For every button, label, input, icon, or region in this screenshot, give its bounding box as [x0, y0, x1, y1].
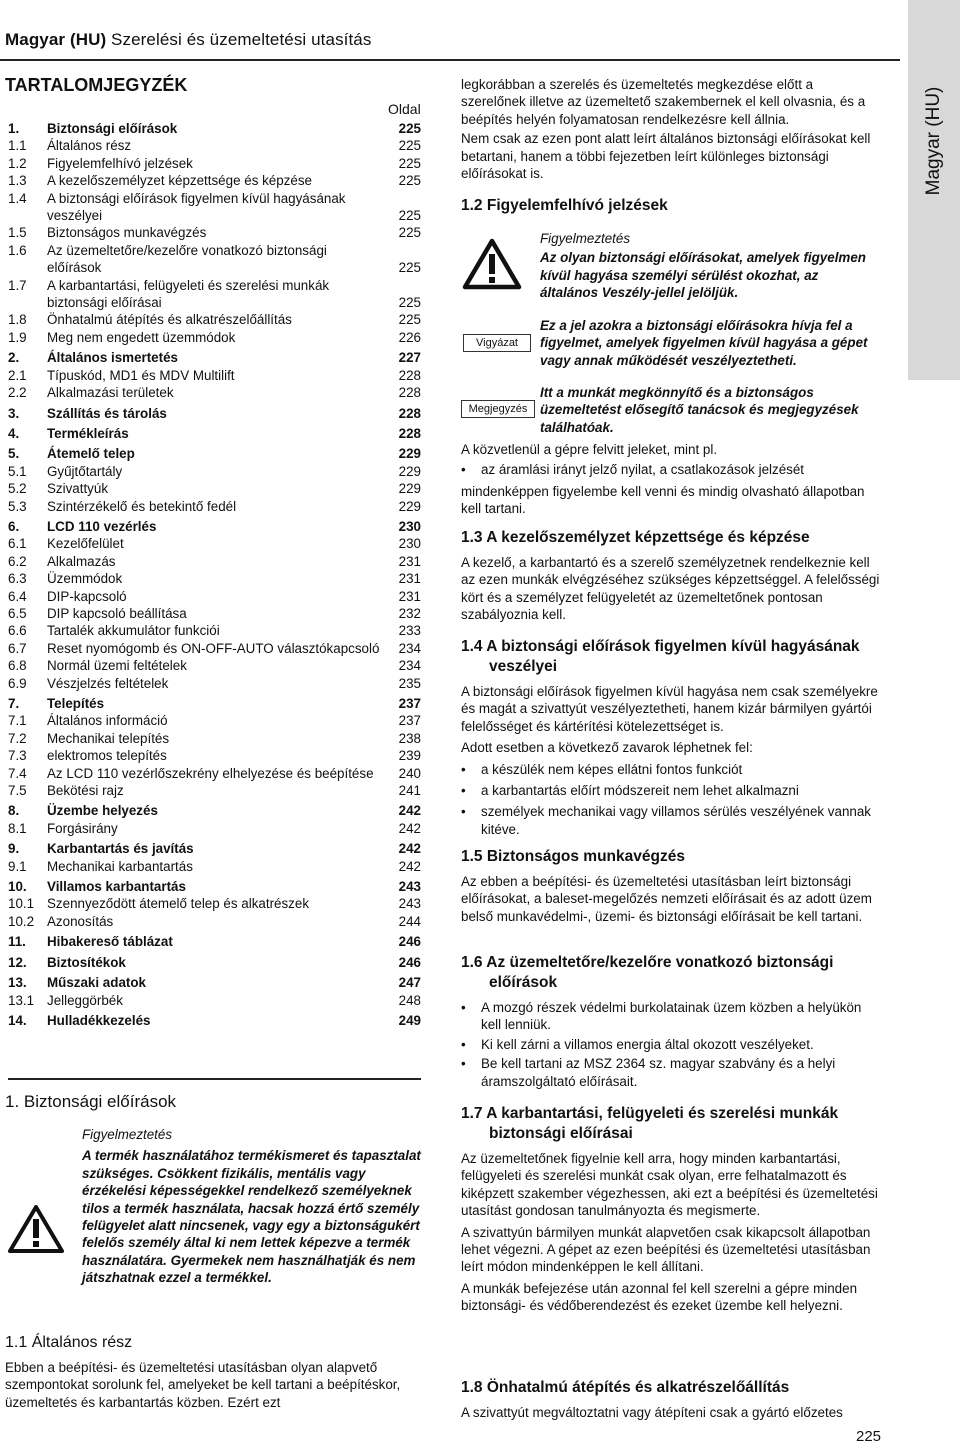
toc-title: Gyűjtőtartály — [47, 463, 123, 479]
toc-page: 232 — [398, 605, 421, 621]
toc-number: 7. — [8, 696, 20, 711]
toc-title: Alkalmazási területek — [47, 385, 174, 401]
paragraph: A közvetlenül a gépre felvitt jeleket, mint pl. — [461, 442, 718, 457]
toc-row — [8, 765, 421, 782]
section-1-2 — [461, 196, 881, 216]
table-of-contents — [8, 120, 421, 1029]
toc-title: Biztosítékok — [47, 954, 126, 970]
section-1-5 — [461, 847, 881, 925]
toc-number: 1. — [8, 121, 20, 136]
toc-number: 5.3 — [8, 498, 27, 514]
toc-row — [8, 570, 421, 587]
document-header — [5, 30, 371, 50]
toc-page: 231 — [398, 588, 421, 604]
section-1-title: 1. Biztonsági előírások — [5, 1092, 177, 1111]
toc-number: 7.3 — [8, 748, 27, 764]
toc-page: 242 — [398, 858, 421, 874]
toc-row — [8, 480, 421, 497]
toc-page: 241 — [398, 783, 421, 799]
paragraph: mindenképpen figyelembe kell venni és mindig olvasható állapotban kell tartani. — [461, 483, 865, 517]
toc-title: Biztonsági előírások — [47, 121, 178, 136]
bullet-item: • Ki kell zárni a villamos energia által okozott veszélyeket. — [461, 1036, 881, 1053]
toc-page: 242 — [398, 820, 421, 836]
vigyazat-badge: Vigyázat — [463, 334, 531, 352]
paragraph: A munkák befejezése után azonnal fel kell szerelni a gépre minden biztonsági- és védőberendezést és ezeket üzembe kell helyezni. — [461, 1280, 858, 1314]
toc-title: DIP kapcsoló beállítása — [47, 605, 187, 621]
toc-page: 247 — [398, 975, 421, 991]
toc-row — [8, 224, 421, 241]
toc-number: 2. — [8, 350, 20, 366]
toc-title: Szennyeződött átemelő telep és alkatrészek — [47, 896, 310, 912]
toc-row — [8, 622, 421, 639]
paragraph: Az ebben a beépítési- és üzemeltetési utasításban leírt biztonsági előírásokat, a baleset-megelőzés nemzeti előírásait és az adott üzem belső munkavédelmi-, üzemi- és biztonsági előírásait be kell tartani. — [461, 874, 872, 924]
toc-page: 244 — [398, 913, 421, 929]
toc-row — [8, 367, 421, 384]
toc-row — [8, 640, 421, 657]
section-1-3 — [461, 528, 881, 624]
toc-number: 8. — [8, 803, 20, 819]
bullet-item: • a készülék nem képes ellátni fontos funkciót — [461, 761, 881, 778]
toc-chapter-row — [8, 695, 421, 712]
toc-chapter-row — [8, 1012, 421, 1029]
toc-page: 226 — [398, 329, 421, 345]
section-1-4-title — [461, 637, 881, 677]
toc-chapter-row — [8, 120, 421, 137]
toc-number: 14. — [8, 1012, 27, 1028]
toc-row — [8, 588, 421, 605]
toc-number: 13. — [8, 975, 27, 991]
toc-page: 249 — [398, 1012, 421, 1028]
section-1-4-title-line2: veszélyei — [489, 658, 558, 675]
toc-chapter-row — [8, 802, 421, 819]
section-1-5-title: 1.5 Biztonságos munkavégzés — [461, 848, 685, 865]
warning-text: A termék használatához termékismeret és tapasztalat szükséges. Csökkent fizikális, mentális vagy érzékelési képességekkel rendelkező személyeknek tilos a termék használata, hacsak hozzá értő személy felügyelet alatt nincsenek, vagy egy a biztonságukért felelős személy által ki nem lettek képezve a termék használatára. Gyermekek nem használhatják és nem játszhatnak ezzel a termékkel. — [82, 1148, 421, 1286]
toc-title: Villamos karbantartás — [47, 879, 186, 895]
figyelmeztetes-label: Figyelmeztetés — [540, 231, 631, 246]
toc-number: 6.1 — [8, 536, 27, 552]
section-1-8 — [461, 1378, 881, 1421]
page-number: 225 — [856, 1428, 882, 1445]
toc-page: 225 — [398, 173, 421, 189]
toc-number: 5.2 — [8, 481, 27, 497]
toc-title: Biztonságos munkavégzés — [47, 225, 207, 241]
toc-number: 7.2 — [8, 730, 27, 746]
toc-number: 7.5 — [8, 783, 27, 799]
vigyazat-note — [540, 317, 880, 369]
toc-number: 1.1 — [8, 138, 27, 154]
toc-page: 235 — [398, 675, 421, 691]
megjegyzes-badge: Megjegyzés — [461, 400, 535, 418]
toc-row — [8, 657, 421, 674]
toc-title: Meg nem engedett üzemmódok — [47, 329, 236, 345]
toc-title: Termékleírás — [47, 425, 129, 441]
toc-title: Hulladékkezelés — [47, 1012, 151, 1028]
toc-title: Szállítás és tárolás — [47, 405, 167, 421]
toc-end-rule — [8, 1078, 421, 1080]
toc-title: A karbantartási, felügyeleti és szerelési munkák biztonsági előírásai — [47, 277, 330, 311]
toc-page: 246 — [398, 954, 421, 970]
toc-page: 234 — [398, 658, 421, 674]
toc-page-column-header: Oldal — [388, 101, 421, 117]
toc-page: 225 — [398, 155, 421, 171]
toc-row — [8, 820, 421, 837]
figyelmeztetes-note — [540, 230, 880, 302]
warning-triangle-icon — [8, 1205, 64, 1253]
toc-row — [8, 384, 421, 401]
toc-title: Normál üzemi feltételek — [47, 658, 187, 674]
toc-title: Vészjelzés feltételek — [47, 675, 169, 691]
toc-row — [8, 329, 421, 346]
toc-row — [8, 242, 421, 277]
toc-row — [8, 675, 421, 692]
toc-number: 10.1 — [8, 896, 35, 912]
toc-row — [8, 137, 421, 154]
toc-page: 239 — [398, 748, 421, 764]
toc-row — [8, 155, 421, 172]
bullet-item: • személyek mechanikai vagy villamos sérülés veszélyének vannak kitéve. — [461, 803, 881, 838]
toc-number: 9.1 — [8, 858, 27, 874]
paragraph: A kezelő, a karbantartó és a szerelő személyzetnek rendelkeznie kell az ezen munkák elvégzéséhez szükséges képzettséggel. A felelősségi kört és a személyzet felügyeletét az üzemeltetőnek pontosan szabályoznia kell. — [461, 555, 880, 623]
toc-number: 6.4 — [8, 588, 27, 604]
toc-page: 225 — [398, 225, 421, 241]
header-language: Magyar (HU) — [5, 30, 107, 49]
section-1-4 — [461, 637, 881, 838]
header-rule — [0, 59, 900, 61]
side-tab-label: Magyar (HU) — [923, 86, 944, 196]
toc-chapter-row — [8, 974, 421, 991]
toc-number: 6.8 — [8, 658, 27, 674]
toc-number: 1.7 — [8, 277, 27, 293]
toc-chapter-row — [8, 878, 421, 895]
toc-row — [8, 747, 421, 764]
toc-number: 1.3 — [8, 173, 27, 189]
toc-number: 1.9 — [8, 329, 27, 345]
toc-number: 9. — [8, 841, 20, 857]
toc-title: Mechanikai karbantartás — [47, 858, 193, 874]
megjegyzes-text: Itt a munkát megkönnyítő és a biztonságos üzemeltetést elősegítő tanácsok és megjegyzések találhatóak. — [540, 385, 859, 435]
toc-title: Figyelemfelhívó jelzések — [47, 155, 193, 171]
bullet-item: • a karbantartás előírt módszereit nem lehet alkalmazni — [461, 782, 881, 799]
toc-chapter-row — [8, 445, 421, 462]
toc-number: 4. — [8, 425, 20, 441]
toc-page: 227 — [398, 350, 421, 366]
toc-number: 11. — [8, 934, 26, 950]
toc-number: 2.1 — [8, 367, 27, 383]
toc-page: 237 — [398, 713, 421, 729]
toc-chapter-row — [8, 840, 421, 857]
toc-page: 246 — [398, 934, 421, 950]
toc-title: Kezelőfelület — [47, 536, 124, 552]
toc-number: 1.8 — [8, 312, 27, 328]
warning-label: Figyelmeztetés — [82, 1127, 173, 1142]
toc-chapter-row — [8, 954, 421, 971]
toc-number: 5. — [8, 446, 20, 462]
toc-number: 6.9 — [8, 675, 27, 691]
toc-page: 225 — [398, 312, 421, 328]
toc-number: 7.4 — [8, 765, 27, 781]
figyelmeztetes-text: Az olyan biztonsági előírásokat, amelyek figyelmen kívül hagyása személyi sérülést okozhat, az általános Veszély-jellel jelöljük. — [540, 250, 866, 301]
toc-row — [8, 535, 421, 552]
toc-chapter-row — [8, 405, 421, 422]
toc-number: 2.2 — [8, 385, 27, 401]
toc-page: 225 — [398, 208, 421, 224]
toc-page: 234 — [398, 640, 421, 656]
toc-page: 242 — [398, 803, 421, 819]
toc-page: 233 — [398, 623, 421, 639]
intro-paragraph-2: Nem csak az ezen pont alatt leírt általános biztonsági előírásokat kell betartani, hanem a többi fejezetben leírt különleges biztonsági előírásokat is. — [461, 131, 871, 182]
toc-title: LCD 110 vezérlés — [47, 518, 157, 534]
toc-title: Jelleggörbék — [47, 992, 123, 1008]
toc-title: Az LCD 110 vezérlőszekrény elhelyezése és beépítése — [47, 765, 374, 781]
toc-title: Általános ismertetés — [47, 350, 178, 366]
toc-page: 243 — [398, 879, 421, 895]
toc-title: Reset nyomógomb és ON-OFF-AUTO választókapcsoló — [47, 640, 380, 656]
section-1-3-title: 1.3 A kezelőszemélyzet képzettsége és képzése — [461, 529, 810, 546]
toc-number: 12. — [8, 954, 27, 970]
toc-page: 230 — [398, 518, 421, 534]
toc-page: 237 — [398, 696, 421, 711]
toc-row — [8, 913, 421, 930]
intro-paragraph: legkorábban a szerelés és üzemeltetés megkezdése előtt a szerelőnek illetve az üzemeltető szakembernek el kell olvasnia, és a beépítés helyén folyamatosan rendelkezésre kell állnia. — [461, 77, 866, 127]
toc-row — [8, 782, 421, 799]
toc-number: 6.6 — [8, 623, 27, 639]
toc-title: elektromos telepítés — [47, 748, 167, 764]
section-1-7 — [461, 1104, 881, 1315]
language-side-tab — [908, 0, 960, 380]
toc-number: 6.7 — [8, 640, 27, 656]
toc-page: 225 — [398, 138, 421, 154]
toc-title: Szivattyúk — [47, 481, 109, 497]
section-1-1-title: 1.1 Általános rész — [5, 1334, 133, 1351]
toc-title: Általános információ — [47, 713, 168, 729]
toc-title: Műszaki adatok — [47, 975, 146, 991]
toc-page: 229 — [398, 463, 421, 479]
toc-number: 10. — [8, 879, 27, 895]
toc-title: Üzembe helyezés — [47, 803, 158, 819]
toc-number: 13.1 — [8, 992, 35, 1008]
toc-title: A kezelőszemélyzet képzettsége és képzése — [47, 173, 312, 189]
toc-page: 228 — [398, 367, 421, 383]
toc-number: 6.2 — [8, 553, 27, 569]
toc-page: 240 — [398, 765, 421, 781]
megjegyzes-note — [540, 384, 880, 436]
section-1-7-title — [461, 1104, 881, 1144]
toc-title: Alkalmazás — [47, 553, 116, 569]
toc-page: 225 — [398, 295, 421, 311]
toc-row — [8, 858, 421, 875]
toc-row — [8, 730, 421, 747]
toc-title: Típuskód, MD1 és MDV Multilift — [47, 367, 235, 383]
section-1-6-title-line2: előírások — [489, 974, 558, 991]
toc-page: 228 — [398, 425, 421, 441]
toc-number: 6.3 — [8, 571, 27, 587]
toc-number: 10.2 — [8, 913, 35, 929]
toc-page: 228 — [398, 405, 421, 421]
toc-page: 225 — [398, 260, 421, 276]
toc-page: 248 — [398, 992, 421, 1008]
toc-title: Általános rész — [47, 138, 132, 154]
toc-title: Mechanikai telepítés — [47, 730, 170, 746]
vigyazat-text: Ez a jel azokra a biztonsági előírásokra hívja fel a figyelmet, amelyek figyelmen kívül hagyása a gépet vagy annak működését veszélyeztetheti. — [540, 318, 868, 368]
paragraph: A biztonsági előírások figyelmen kívül hagyása nem csak személyekre és magát a szivattyút veszélyeztetheti, hanem kizár bármilyen gyártói felelősséget és kártérítési kötelezettséget is. — [461, 684, 878, 734]
paragraph: Adott esetben a következő zavarok léphetnek fel: — [461, 740, 753, 756]
toc-number: 1.2 — [8, 155, 27, 171]
toc-page: 229 — [398, 481, 421, 497]
toc-title: Tartalék akkumulátor funkciói — [47, 623, 220, 639]
section-1-6 — [461, 953, 881, 1090]
toc-number: 1.4 — [8, 190, 27, 206]
right-column-intro — [461, 76, 881, 182]
toc-page: 228 — [398, 385, 421, 401]
toc-row — [8, 172, 421, 189]
section-1-warning — [82, 1126, 422, 1287]
toc-heading: TARTALOMJEGYZÉK — [5, 75, 188, 95]
toc-title: Átemelő telep — [47, 446, 135, 462]
section-1-7-title-line1: 1.7 A karbantartási, felügyeleti és szerelési munkák — [461, 1105, 839, 1122]
toc-title: Az üzemeltetőre/kezelőre vonatkozó biztonsági előírások — [47, 242, 327, 276]
toc-number: 6. — [8, 518, 20, 534]
toc-row — [8, 463, 421, 480]
toc-row — [8, 311, 421, 328]
toc-title: Üzemmódok — [47, 571, 123, 587]
toc-number: 8.1 — [8, 820, 27, 836]
toc-page: 231 — [398, 571, 421, 587]
toc-row — [8, 895, 421, 912]
danger-triangle-icon — [462, 238, 522, 290]
toc-chapter-row — [8, 349, 421, 366]
bullet-item: • az áramlási irányt jelző nyilat, a csatlakozások jelzését — [461, 461, 881, 478]
toc-chapter-row — [8, 425, 421, 442]
toc-page: 230 — [398, 536, 421, 552]
toc-number: 3. — [8, 405, 20, 421]
toc-row — [8, 605, 421, 622]
section-1-6-title — [461, 953, 881, 993]
toc-title: Forgásirány — [47, 820, 118, 836]
toc-page: 242 — [398, 841, 421, 857]
section-1-6-title-line1: 1.6 Az üzemeltetőre/kezelőre vonatkozó biztonsági — [461, 954, 834, 971]
toc-number: 6.5 — [8, 605, 27, 621]
paragraph: Az üzemeltetőnek figyelnie kell arra, hogy minden karbantartási, felügyeleti és szerelési munkát csak olyan, erre felhatalmazott és kiképzett szakember végezhessen, aki ezt a beépítési és üzemeltetési utasítást gondosan tanulmányozta és megismerte. — [461, 1151, 878, 1219]
toc-row — [8, 190, 421, 225]
toc-title: Azonosítás — [47, 913, 114, 929]
toc-number: 7.1 — [8, 713, 27, 729]
toc-title: Karbantartás és javítás — [47, 841, 194, 857]
section-1-1-text: Ebben a beépítési- és üzemeltetési utasításban olyan alapvető szempontokat sorolunk fel, amelyeket be kell tartani a beépítéskor, üzemeltetés és karbantartás közben. Ezért ezt — [5, 1360, 401, 1410]
toc-row — [8, 553, 421, 570]
toc-title: Telepítés — [47, 696, 105, 711]
toc-row — [8, 712, 421, 729]
toc-number: 1.5 — [8, 225, 27, 241]
toc-page: 231 — [398, 553, 421, 569]
toc-title: DIP-kapcsoló — [47, 588, 127, 604]
toc-page: 238 — [398, 730, 421, 746]
bullet-item: • Be kell tartani az MSZ 2364 sz. magyar szabvány és a helyi áramszolgáltató előírásait. — [461, 1055, 881, 1090]
toc-chapter-row — [8, 933, 421, 950]
toc-title: Hibakereső táblázat — [47, 934, 173, 950]
toc-page: 243 — [398, 896, 421, 912]
toc-page: 229 — [398, 498, 421, 514]
paragraph: A szivattyút megváltoztatni vagy átépíteni csak a gyártó előzetes — [461, 1405, 843, 1420]
toc-number: 5.1 — [8, 463, 27, 479]
section-1-2-title: 1.2 Figyelemfelhívó jelzések — [461, 197, 668, 214]
section-1-4-title-line1: 1.4 A biztonsági előírások figyelmen kívül hagyásának — [461, 638, 860, 655]
toc-page: 225 — [398, 121, 421, 136]
toc-chapter-row — [8, 518, 421, 535]
toc-title: A biztonsági előírások figyelmen kívül hagyásának veszélyei — [47, 190, 346, 224]
toc-row — [8, 277, 421, 312]
section-1-8-title: 1.8 Önhatalmú átépítés és alkatrészelőállítás — [461, 1379, 790, 1396]
section-1-2-body — [461, 441, 881, 518]
header-title-text: Szerelési és üzemeltetési utasítás — [106, 30, 372, 49]
toc-title: Önhatalmú átépítés és alkatrészelőállítás — [47, 312, 292, 328]
toc-number: 1.6 — [8, 242, 27, 258]
paragraph: A szivattyún bármilyen munkát alapvetően csak kikapcsolt állapotban lehet végezni. A gépet az ezen beépítési és üzemeltetési utasításban leírt módon mindenképpen le kell állítani. — [461, 1224, 871, 1275]
toc-page: 229 — [398, 446, 421, 462]
toc-row — [8, 992, 421, 1009]
toc-title: Bekötési rajz — [47, 783, 124, 799]
toc-row — [8, 498, 421, 515]
section-1-7-title-line2: biztonsági előírásai — [489, 1125, 633, 1142]
bullet-item: • A mozgó részek védelmi burkolatainak üzem közben a helyükön kell lenniük. — [461, 999, 881, 1034]
toc-title: Szintérzékelő és betekintő fedél — [47, 498, 237, 514]
